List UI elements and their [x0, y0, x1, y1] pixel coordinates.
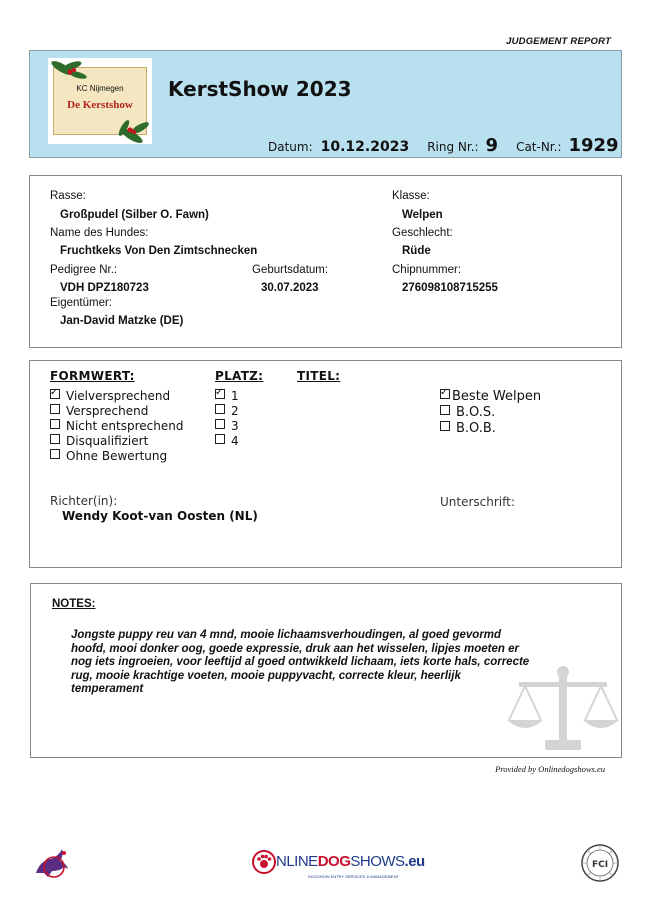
- show-logo: [48, 58, 152, 144]
- notes-line: temperament: [71, 683, 144, 695]
- platz-option-1[interactable]: 2: [215, 404, 239, 419]
- fci-seal-text: FCI: [591, 860, 609, 870]
- brand-shows: SHOWS: [350, 853, 405, 870]
- formwert-option-1[interactable]: Versprechend: [50, 404, 183, 419]
- pedigree-value: VDH DPZ180723: [60, 282, 149, 294]
- formwert-options: [50, 389, 183, 464]
- rasse-label: Rasse:: [50, 190, 86, 202]
- checkbox-icon: [50, 389, 60, 399]
- checkbox-icon: [440, 421, 450, 431]
- club-logo-icon: [30, 843, 72, 881]
- checkbox-icon: [50, 404, 60, 414]
- logo-club-name: KC Nijmegen: [76, 84, 124, 93]
- fci-seal-icon: [580, 843, 620, 883]
- platz-heading: PLATZ:: [215, 369, 264, 383]
- cat-label: Cat-Nr.:: [516, 140, 562, 154]
- cat-value: 1929: [568, 135, 619, 156]
- datum-label: Datum:: [268, 140, 313, 154]
- pedigree-label: Pedigree Nr.:: [50, 264, 118, 276]
- titel-option-2[interactable]: B.O.B.: [440, 421, 541, 437]
- signature-area[interactable]: [440, 513, 600, 553]
- notes-line: Jongste puppy reu van 4 mnd, mooie lichaamsverhoudingen, al goed gevormd: [71, 629, 502, 641]
- logo-show-name: De Kerstshow: [67, 99, 133, 111]
- klasse-value: Welpen: [402, 209, 443, 221]
- checkbox-icon: [50, 449, 60, 459]
- richter-value: Wendy Koot-van Oosten (NL): [62, 509, 258, 523]
- checkbox-icon: [50, 419, 60, 429]
- titel-option-1[interactable]: B.O.S.: [440, 405, 541, 421]
- notes-line: nog iets ingroeien, voor leeftijd al goed ontwikkeld lichaam, iets korte hals, correcte: [71, 656, 530, 668]
- titel-option-0[interactable]: ✓Beste Welpen: [440, 389, 541, 405]
- notes-heading: NOTES:: [52, 598, 96, 610]
- chip-value: 276098108715255: [402, 282, 498, 294]
- brand-tagline: DOGSHOW ENTRY SERVICES & MANAGEMENT: [308, 874, 399, 879]
- brand-eu: .eu: [404, 853, 425, 870]
- report-type-label: JUDGEMENT REPORT: [506, 36, 611, 47]
- header-banner: [29, 50, 622, 158]
- geschlecht-label: Geschlecht:: [392, 227, 453, 239]
- evaluation-panel: [29, 360, 622, 568]
- provided-by-text: Provided by Onlinedogshows.eu: [495, 764, 605, 774]
- checkbox-icon: [440, 405, 450, 415]
- platz-option-3[interactable]: 4: [215, 434, 239, 449]
- paw-icon: [252, 850, 276, 874]
- checkbox-icon: [215, 389, 225, 399]
- checkbox-icon: [440, 389, 450, 399]
- notes-line: rug, mooie krachtige voeten, mooie puppyvacht, correcte kleur, heerlijk: [71, 669, 461, 682]
- ring-value: 9: [485, 135, 499, 156]
- formwert-option-4[interactable]: Ohne Bewertung: [50, 449, 183, 464]
- owner-label: Eigentümer:: [50, 297, 113, 309]
- notes-text: [71, 629, 609, 697]
- dog-name-label: Name des Hundes:: [50, 227, 149, 239]
- chip-label: Chipnummer:: [392, 264, 462, 276]
- checkbox-icon: [215, 404, 225, 414]
- formwert-heading: FORMWERT:: [50, 369, 135, 383]
- platz-options: [215, 389, 239, 449]
- checkbox-icon: [215, 419, 225, 429]
- formwert-option-0[interactable]: ✓Vielversprechend: [50, 389, 183, 404]
- klasse-label: Klasse:: [392, 190, 430, 202]
- brand-online: NLINE: [276, 853, 318, 870]
- richter-label: Richter(in):: [50, 494, 118, 508]
- formwert-option-3[interactable]: Disqualifiziert: [50, 434, 183, 449]
- show-title: KerstShow 2023: [168, 77, 352, 101]
- dog-info-panel: [29, 175, 622, 348]
- brand-dog: DOG: [317, 853, 351, 870]
- platz-option-0[interactable]: ✓1: [215, 389, 239, 404]
- dog-name-value: Fruchtkeks Von Den Zimtschnecken: [60, 245, 258, 257]
- geschlecht-value: Rüde: [402, 245, 431, 257]
- rasse-value: Großpudel (Silber O. Fawn): [60, 209, 209, 221]
- titel-heading: TITEL:: [297, 369, 341, 383]
- ring-label: Ring Nr.:: [427, 140, 479, 154]
- owner-value: Jan-David Matzke (DE): [60, 315, 184, 327]
- holly-decoration-icon: [48, 58, 152, 144]
- onlinedogshows-logo: [252, 850, 425, 886]
- show-meta: [268, 135, 619, 156]
- birthdate-value: 30.07.2023: [261, 282, 319, 294]
- formwert-option-2[interactable]: Nicht entsprechend: [50, 419, 183, 434]
- checkbox-icon: [50, 434, 60, 444]
- birthdate-label: Geburtsdatum:: [252, 264, 329, 276]
- titel-options: [440, 389, 541, 437]
- signature-label: Unterschrift:: [440, 495, 515, 509]
- datum-value: 10.12.2023: [320, 139, 410, 155]
- notes-panel: [30, 583, 622, 758]
- platz-option-2[interactable]: 3: [215, 419, 239, 434]
- notes-line: hoofd, mooi donker oog, goede expressie, druk aan het wisselen, lipjes moeten er: [71, 642, 519, 655]
- checkbox-icon: [215, 434, 225, 444]
